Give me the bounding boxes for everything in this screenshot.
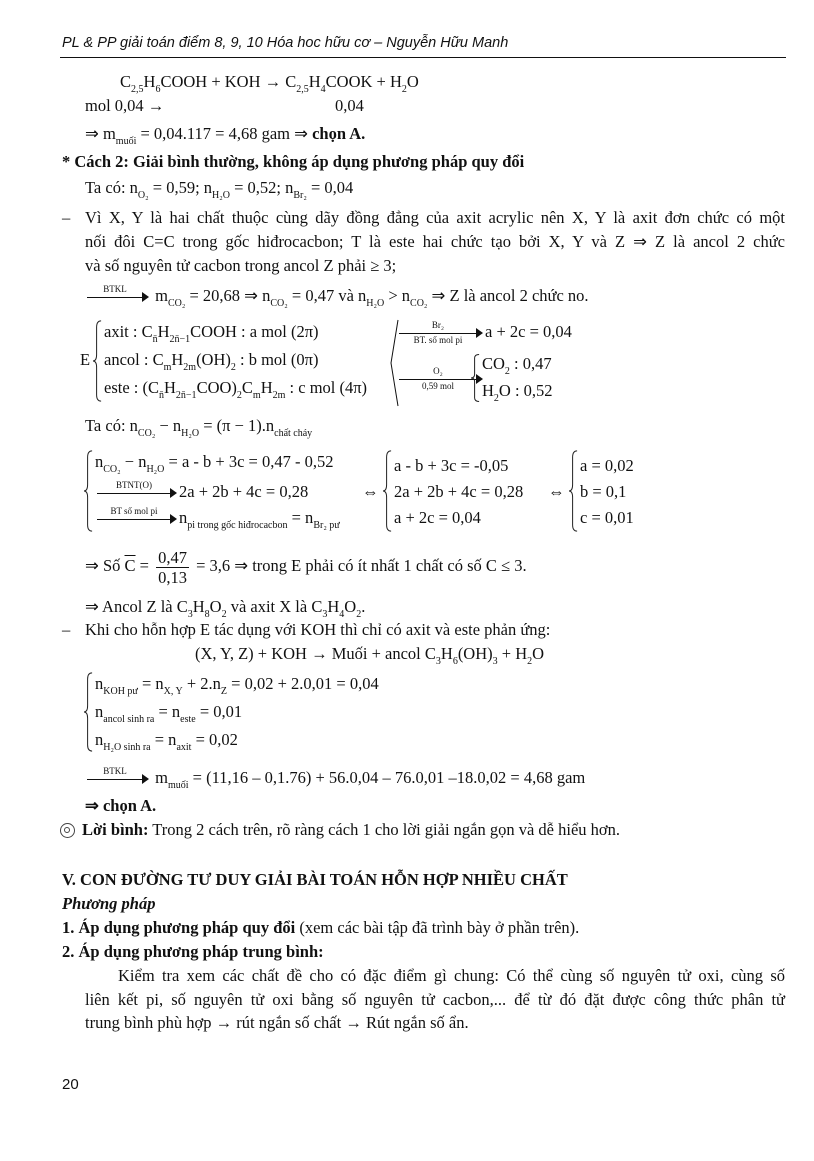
section-heading: V. CON ĐƯỜNG TƯ DUY GIẢI BÀI TOÁN HỖN HỢP NHIỀU CHẤT [62,870,568,889]
text-run: − n [155,416,182,435]
mass-result [85,124,366,147]
text-run: = 0,59; n [148,178,213,197]
arrow-shaft [97,493,171,494]
subscript: Z [220,686,228,697]
subscript: 6 [155,84,161,95]
text-run: = n [150,730,177,749]
system-eq [95,702,243,725]
text-run: = 0,01 [195,702,243,721]
text-run: ancol : C [104,350,164,369]
paragraph-line: liên kết pi, số nguyên tử oxi bằng số nguyên tử cacbon,... để từ đó đặt được công thức phân tử [85,990,785,1009]
paragraph-line: Kiểm tra xem các chất đề cho có đặc điểm gì chung: Có thể cùng số nguyên tử oxi, cùng số [118,966,785,985]
system-eq: 2a + 2b + 4c = 0,28 [394,482,524,501]
arrow-shaft [97,519,171,520]
answer-line [85,796,156,816]
system-eq [95,506,340,531]
arrow-shaft [399,333,477,334]
text-run: n [95,452,104,471]
bold-text: ⇒ chọn A. [85,796,157,815]
text-run: m [151,286,168,305]
arrow-label: BTKL [103,766,127,776]
equivalence-symbol: ⇔ [548,482,565,501]
system-eq: a - b + 3c = -0,05 [394,456,509,475]
paragraph-line: nối đôi C=C trong gốc hiđrocacbon; T là este hai chức tạo bởi X, Y và Z ⇒ Z là ancol 2 chức [85,232,785,251]
left-brace [84,450,93,532]
text-run: = 0,52; n [229,178,294,197]
arrow-shaft [399,379,477,380]
running-header: PL & PP giải toán điểm 8, 9, 10 Hóa hoc hữu cơ – Nguyễn Hữu Manh [62,35,509,51]
text-run: O : 0,52 [498,381,553,400]
bromine-reaction [397,320,572,345]
text-run: COOH : a mol (2π) [190,322,319,341]
arrow-label: BT số mol pi [110,506,158,516]
product-co2 [482,354,552,377]
system-eq: a + 2c = 0,04 [394,508,481,527]
paragraph-line: Khi cho hỗn hợp E tác dụng với KOH thì chỉ có axit và este phản ứng: [85,620,551,639]
text-run: = 0,02 [191,730,238,749]
text-run: m [151,768,168,787]
subscript: ancol sinh ra [103,714,155,725]
text-run: = 0,02 + 2.0,01 = 0,04 [227,674,379,693]
subscript: 2 [504,366,510,377]
text-run: 2a + 2b + 4c = 0,28 [179,482,309,501]
solution-c: c = 0,01 [580,508,634,527]
subscript: CO₂ [103,464,121,475]
arrow-label: Br₂ [431,320,445,330]
method-2-heading [62,152,524,172]
subscript: O₂ [137,190,149,201]
bold-text: * Cách 2: Giải bình thường, không áp dụng phương pháp quy đổi [62,152,525,171]
subscript: muối [115,136,137,147]
arrow-label: BTNT(O) [116,480,152,490]
equivalence-symbol: ⇔ [362,482,379,501]
subscript: m [163,362,172,373]
bold-text: Lời bình: [82,820,149,839]
text-run: COO) [196,378,237,397]
system-eq [95,674,379,697]
subscript: 2 [230,362,236,373]
labeled-arrow-icon [87,768,149,788]
text-run: + 2.n [182,674,221,693]
text-run: ⇒ Z là ancol 2 chức no. [427,286,589,305]
text-run: (OH) [457,644,493,663]
subscript: KOH pư [103,686,138,697]
btkl-line [85,284,589,309]
text-run: = 0,04 [306,178,354,197]
text-run: Ta có: n [85,416,138,435]
mol-value: 0,04 [335,96,364,115]
page-number: 20 [62,1076,79,1093]
subscript: axit [176,742,192,753]
system-eq [95,482,308,502]
text-run: H [143,72,156,91]
subscript: n̄ [159,390,164,401]
btkl-line [85,766,586,791]
subscript: 2,5 [131,84,144,95]
text-run: H [164,378,176,397]
text-run: n [179,508,188,527]
section-subheading: Phương pháp [62,894,156,913]
arrow-label: BTKL [103,284,127,294]
subscript: 2 [401,84,407,95]
subscript: CO₂ [137,428,156,439]
labeled-arrow-icon [87,286,149,306]
arrow-head [170,488,177,498]
text-run: (OH) [196,350,231,369]
bold-text: 1. Áp dụng phương pháp quy đổi [62,918,296,937]
text-run: este : (C [104,378,159,397]
text-run: . [361,597,366,616]
paragraph-line: và số nguyên tử cacbon trong ancol Z phải ≥ 3; [85,256,397,275]
text-run: (X, Y, Z) + KOH → Muối + ancol C [195,644,436,663]
text-run: n [95,730,104,749]
arrow-label: O₂ [433,366,443,376]
text-run: H [440,644,453,663]
text-run: H [327,597,340,616]
text-run: = 3,6 ⇒ trong E phải có ít nhất 1 chất có số C ≤ 3. [191,556,527,575]
subscript: 2m [183,362,197,373]
text-run: H [308,72,321,91]
labeled-arrow-icon [399,320,483,345]
text-run: a + 2c = 0,04 [485,322,572,341]
left-brace [383,450,392,532]
subscript: este [180,714,196,725]
subscript: m [252,390,261,401]
subscript: CO₂ [270,298,288,309]
arrow-sublabel: BT. số mol pi [413,335,463,345]
arrow-shaft [87,297,143,298]
text-run: : c mol (4π) [285,378,368,397]
subscript: 6 [452,656,458,667]
text-run: − n [120,452,147,471]
text-run: ⇒ Số [85,556,125,575]
text-run: : b mol (0π) [235,350,319,369]
text-run: O [344,597,357,616]
subscript: Br₂ [293,190,307,201]
subscript: muối [167,780,189,791]
text-run: H [482,381,494,400]
given-values [85,178,354,201]
left-brace [93,320,102,402]
subscript: 2 [356,609,362,620]
solution-a: a = 0,02 [580,456,634,475]
subscript: 8 [204,609,210,620]
bullet-dash: – [62,620,71,639]
text-run: O [532,644,545,663]
fraction [156,548,189,587]
text-run: + H [497,644,528,663]
labeled-arrow-icon [97,482,177,502]
header-divider [60,57,786,58]
subscript: H₂O [366,298,385,309]
bold-text: 2. Áp dụng phương pháp trung bình: [62,942,324,961]
bullet-dash: – [62,208,71,227]
component-este [104,378,368,401]
left-brace [84,672,93,752]
subscript: 3 [322,609,328,620]
bold-text: chọn A. [312,124,366,143]
subscript: chất cháy [274,428,313,439]
system-eq [95,730,238,753]
subscript: 2 [493,393,499,404]
arrow-head [476,328,483,338]
subscript: 2n̄−1 [169,334,191,345]
solution-b: b = 0,1 [580,482,627,501]
conclusion-line [85,597,366,620]
text-run: O [406,72,419,91]
subscript: 2 [236,390,242,401]
text-run: = n [137,674,164,693]
text-run: : 0,47 [509,354,552,373]
text-run: ⇒ Ancol Z là C [85,597,188,616]
text-run: CO [482,354,505,373]
subscript: H₂O [181,428,200,439]
component-ancol [104,350,319,373]
mol-label: mol 0,04 → [85,96,165,115]
subscript: 4 [339,609,345,620]
subscript: Br₂ pư [313,520,340,531]
reaction-equation [195,644,545,667]
text-run: = a - b + 3c = 0,47 - 0,52 [164,452,334,471]
subscript: H₂O [212,190,230,201]
text-run: = 0,04.117 = 4,68 gam ⇒ [136,124,313,143]
text-run: O [209,597,222,616]
text-run: = 20,68 ⇒ n [185,286,271,305]
text-run: = (π − 1).n [199,416,275,435]
text-run: = 0,47 và n [287,286,367,305]
system-eq [95,452,334,475]
text-run: H [157,322,170,341]
text-run: Trong 2 cách trên, rõ ràng cách 1 cho lời giải ngắn gọn và dễ hiểu hơn. [148,820,621,839]
gear-icon [60,823,75,838]
method-item-1 [62,918,579,938]
fraction-numerator: 0,47 [158,547,187,567]
text-run: C [241,378,253,397]
subscript: n̄ [152,334,158,345]
subscript: 3 [492,656,498,667]
subscript: X, Y [163,686,183,697]
text-run: = (11,16 – 0,1.76) + 56.0,04 – 76.0,01 –18.0,02 = 4,68 gam [188,768,586,787]
text-run: = n [287,508,314,527]
subscript: pi trong gốc hiđrocacbon [187,520,288,531]
text-run: COOH + KOH → C [160,72,297,91]
text-run: COOK + H [325,72,402,91]
method-item-2 [62,942,324,962]
text-run: C [120,72,132,91]
subscript: 3 [435,656,441,667]
subscript: CO₂ [167,298,186,309]
arrow-head [142,774,149,784]
subscript: 2 [221,609,227,620]
arrow-head [170,514,177,524]
overlined-symbol: $\overline{C}$ [124,556,136,575]
subscript: 2n̄−1 [175,390,197,401]
text-run: = [135,556,154,575]
subscript: 2m [272,390,286,401]
arrow-sublabel: 0,59 mol [421,381,454,391]
arrow-head [142,292,149,302]
paragraph-line: trung bình phù hợp → rút ngắn số chất → Rút ngắn số ẩn. [85,1013,469,1032]
text-run: > n [384,286,411,305]
product-h2o [482,381,553,404]
component-axit [104,322,319,345]
text-run: H [192,597,205,616]
mixture-label: E [80,350,91,369]
text-run: n [95,702,104,721]
subscript: 3 [187,609,193,620]
right-brace [471,354,480,402]
text-run: và axit X là C [226,597,323,616]
fraction-denominator: 0,13 [158,567,187,587]
text-run: H [171,350,184,369]
subscript: 2,5 [296,84,309,95]
average-carbon [85,546,527,587]
text-run: = n [154,702,181,721]
text-run: axit : C [104,322,153,341]
subscript: CO₂ [410,298,428,309]
text-run: (xem các bài tập đã trình bày ở phần trên). [295,918,580,937]
comment-line [82,820,620,840]
subscript: H₂O sinh ra [103,742,151,753]
given-relation [85,416,313,439]
subscript: 4 [320,84,326,95]
subscript: H₂O [146,464,165,475]
labeled-arrow-icon [97,508,177,528]
subscript: 2 [527,656,533,667]
paragraph-line: Vì X, Y là hai chất thuộc cùng dãy đồng đẳng của axit acrylic nên X, Y là axit đơn chức có một [85,208,785,227]
text-run: Ta có: n [85,178,138,197]
reaction-equation [120,72,419,95]
arrow-shaft [87,779,143,780]
left-brace [569,450,578,532]
text-run: ⇒ m [85,124,116,143]
text-run: H [260,378,273,397]
text-run: n [95,674,104,693]
